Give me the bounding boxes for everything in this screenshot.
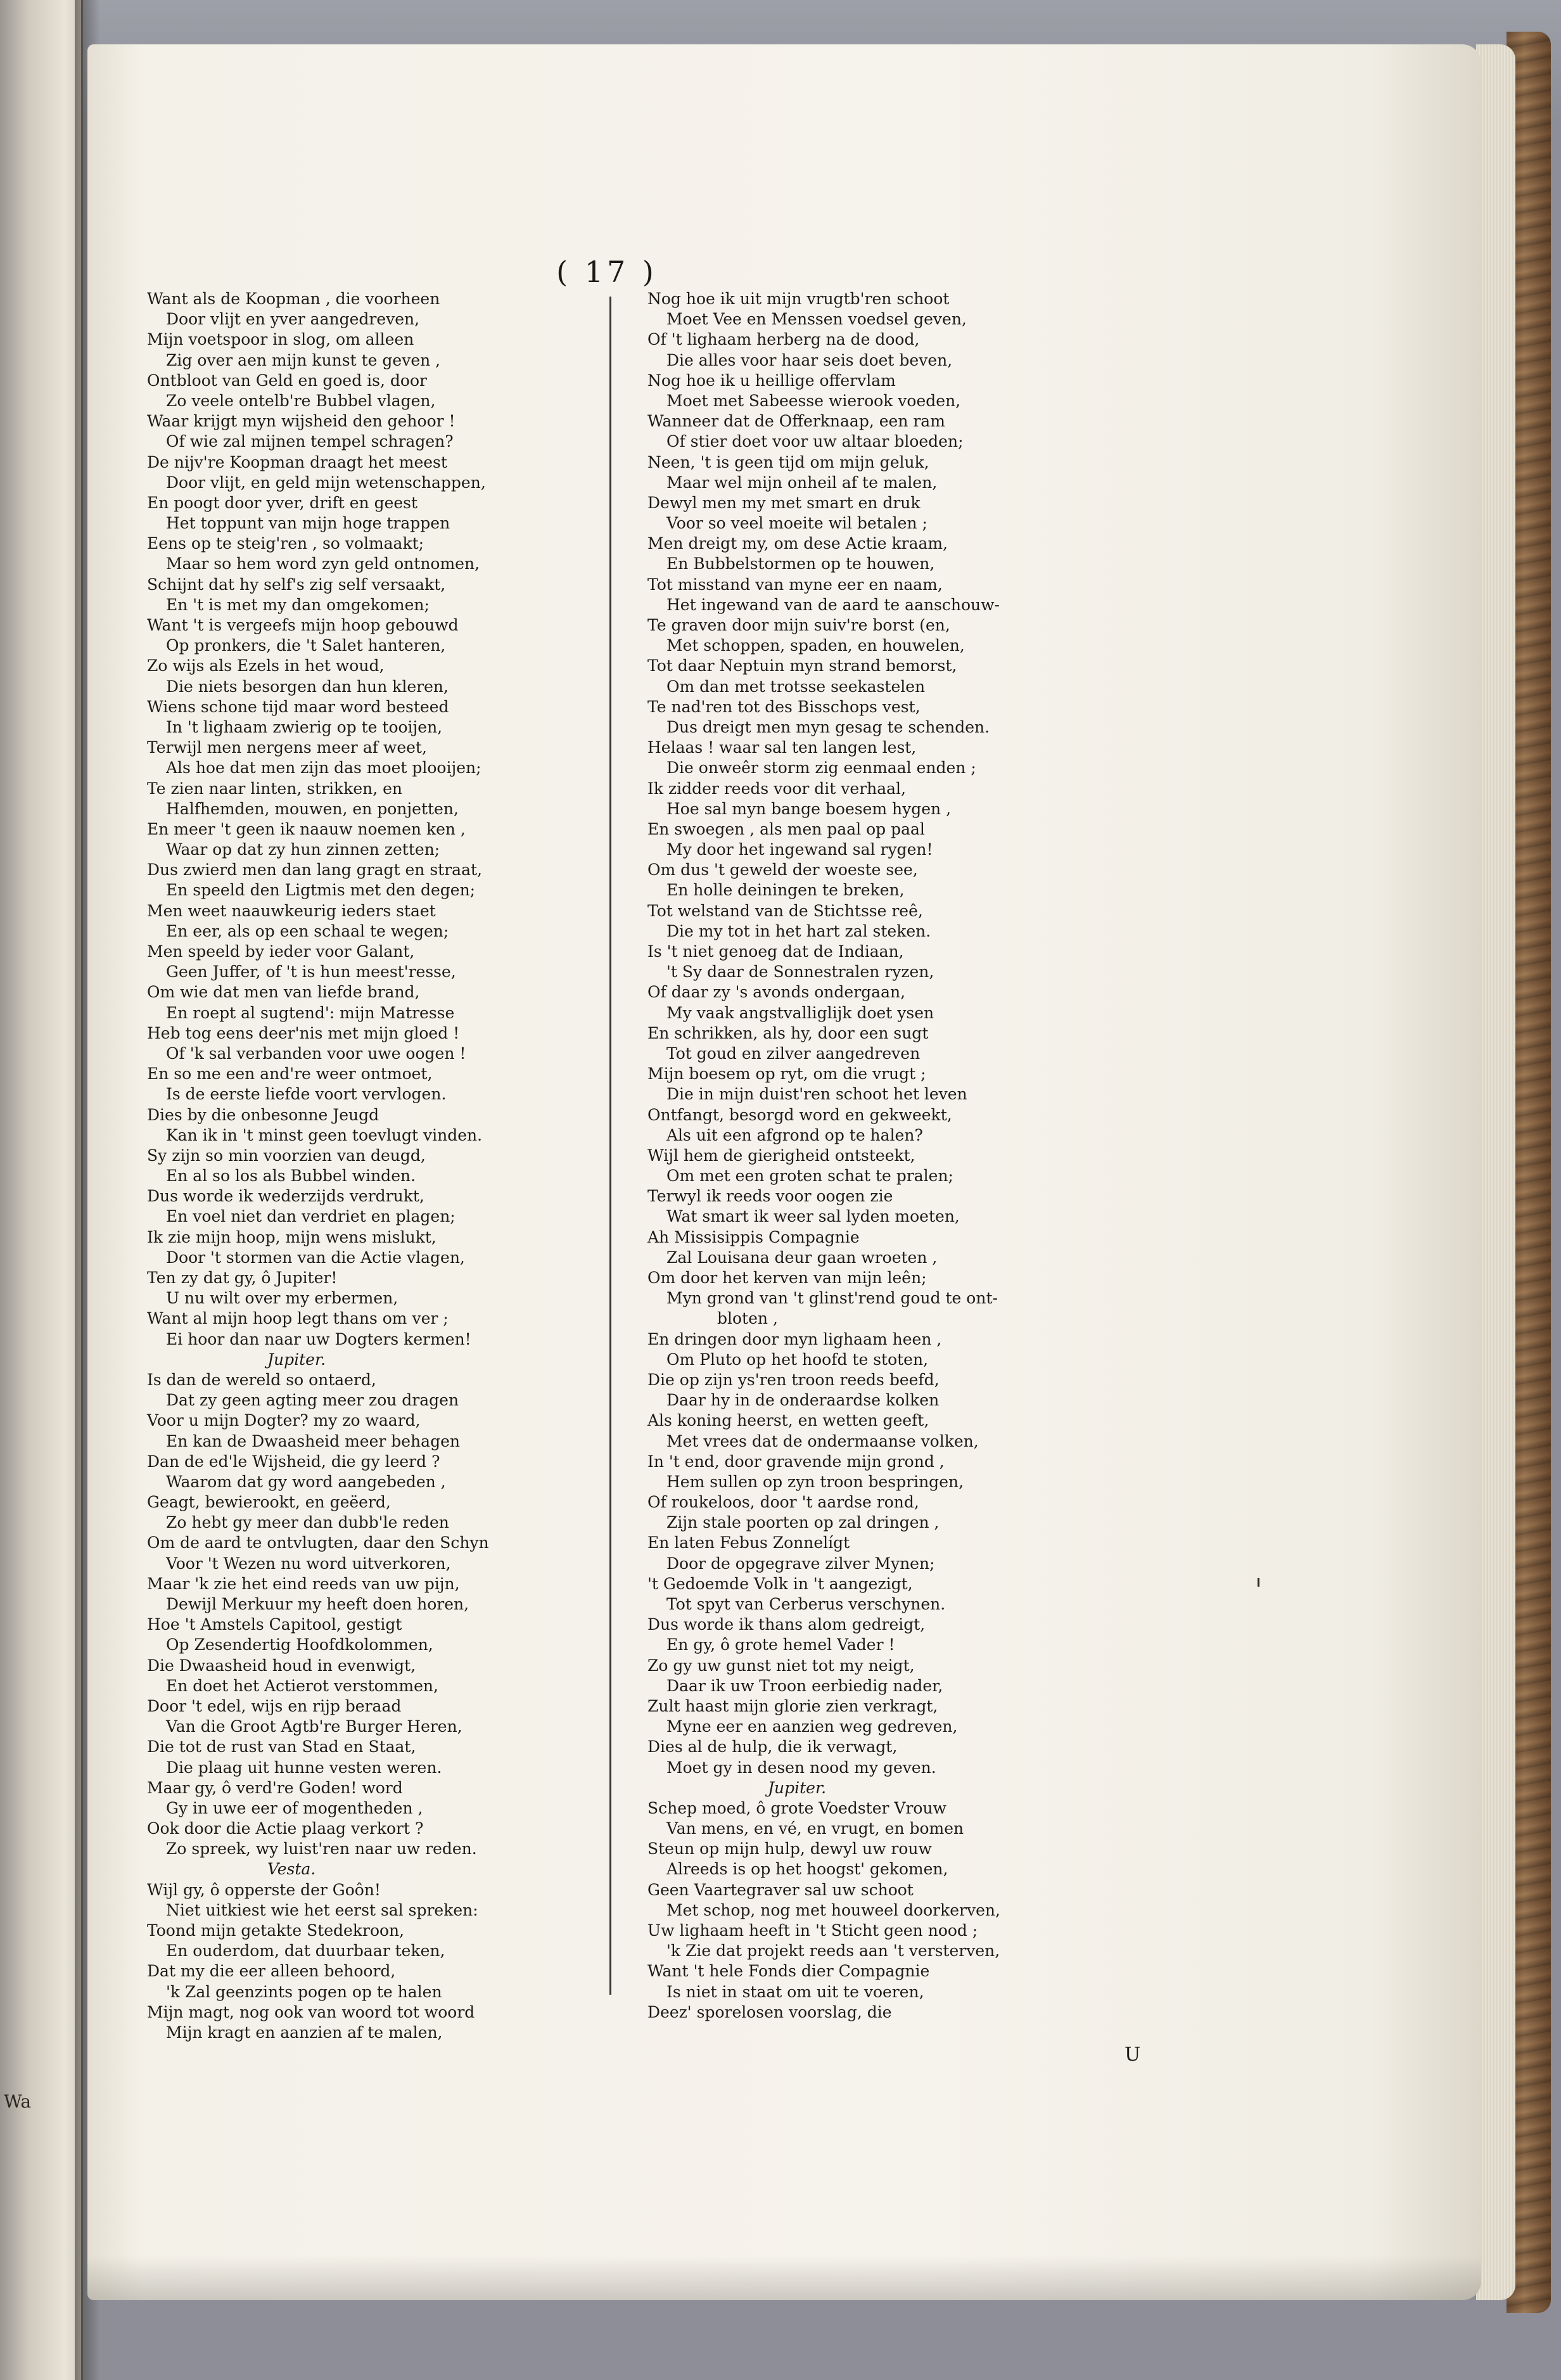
- verse-line: Toond mijn getakte Stedekroon,: [147, 1921, 405, 1940]
- verse-line: Want 't hele Fonds dier Compagnie: [647, 1962, 930, 1981]
- verse-line: Neen, 't is geen tijd om mijn geluk,: [647, 452, 929, 471]
- verse-line: bloten ,: [717, 1309, 778, 1328]
- verse-line: 't Sy daar de Sonnestralen ryzen,: [666, 963, 934, 982]
- verse-line: Hoe 't Amstels Capitool, gestigt: [147, 1615, 402, 1634]
- verse-line: Om met een groten schat te pralen;: [666, 1167, 953, 1186]
- verse-line: Zijn stale poorten op zal dringen ,: [666, 1513, 940, 1532]
- verse-line: Of 'k sal verbanden voor uwe oogen !: [166, 1044, 466, 1063]
- verse-line: Voor so veel moeite wil betalen ;: [666, 514, 927, 533]
- speaker-name: Jupiter.: [267, 1350, 326, 1369]
- verse-line: In 't end, door gravende mijn grond ,: [647, 1452, 945, 1471]
- verse-line: De nijv're Koopman draagt het meest: [147, 452, 447, 471]
- verse-line: Zo hebt gy meer dan dubb'le reden: [166, 1513, 449, 1532]
- verse-line: Daar ik uw Troon eerbiedig nader,: [666, 1676, 943, 1695]
- verse-line: Moet met Sabeesse wierook voeden,: [666, 391, 961, 410]
- verse-line: Mijn boesem op ryt, om die vrugt ;: [647, 1065, 926, 1084]
- verse-line: Nog hoe ik uit mijn vrugtb'ren schoot: [647, 290, 950, 308]
- verse-line: En Bubbelstormen op te houwen,: [666, 554, 935, 573]
- facing-page-fragment: Wa: [4, 2091, 32, 2112]
- verse-line: Is dan de wereld so ontaerd,: [147, 1370, 376, 1389]
- verse-line: En laten Febus Zonnelígt: [647, 1533, 850, 1552]
- verse-line: Want 't is vergeefs mijn hoop gebouwd: [147, 616, 459, 634]
- verse-line: Dewyl men my met smart en druk: [647, 493, 921, 512]
- verse-line: Want al mijn hoop legt thans om ver ;: [147, 1309, 449, 1328]
- verse-line: Om wie dat men van liefde brand,: [147, 983, 420, 1002]
- verse-line: Om dan met trotsse seekastelen: [666, 677, 926, 696]
- verse-line: Halfhemden, mouwen, en ponjetten,: [166, 799, 459, 818]
- verse-line: Ontfangt, besorgd word en gekweekt,: [647, 1105, 952, 1124]
- verse-line: Door vlijt, en geld mijn wetenschappen,: [166, 473, 486, 492]
- verse-line: Door de opgegrave zilver Mynen;: [666, 1554, 935, 1573]
- verse-line: Van mens, en vé, en vrugt, en bomen: [666, 1819, 964, 1838]
- verse-line: Het ingewand van de aard te aanschouw-: [666, 595, 1000, 614]
- verse-line: Ook door die Actie plaag verkort ?: [147, 1819, 424, 1838]
- verse-line: Te zien naar linten, strikken, en: [147, 779, 403, 798]
- verse-line: Sy zijn so min voorzien van deugd,: [147, 1146, 426, 1165]
- verse-line: Nog hoe ik u heillige offervlam: [647, 371, 896, 390]
- verse-line: Dat zy geen agting meer zou dragen: [166, 1391, 459, 1410]
- verse-line: Om Pluto op het hoofd te stoten,: [666, 1350, 929, 1369]
- verse-line: En voel niet dan verdriet en plagen;: [166, 1207, 456, 1226]
- verse-line: Die Dwaasheid houd in evenwigt,: [147, 1656, 416, 1675]
- verse-line: Men speeld by ieder voor Galant,: [147, 942, 415, 961]
- speaker-name: Jupiter.: [768, 1778, 827, 1797]
- verse-line: Ik zie mijn hoop, mijn wens mislukt,: [147, 1227, 436, 1246]
- verse-line: Tot misstand van myne eer en naam,: [647, 575, 943, 594]
- verse-line: Die plaag uit hunne vesten weren.: [166, 1758, 442, 1777]
- verse-line: Als hoe dat men zijn das moet plooijen;: [166, 758, 481, 777]
- verse-line: Moet gy in desen nood my geven.: [666, 1758, 936, 1777]
- verse-line: En kan de Dwaasheid meer behagen: [166, 1431, 460, 1450]
- verse-line: Is 't niet genoeg dat de Indiaan,: [647, 942, 904, 961]
- verse-line: En roept al sugtend': mijn Matresse: [166, 1003, 455, 1022]
- verse-line: Of stier doet voor uw altaar bloeden;: [666, 432, 964, 451]
- verse-line: My door het ingewand sal rygen!: [666, 840, 933, 859]
- verse-line: 'k Zal geenzints pogen op te halen: [166, 1982, 442, 2001]
- verse-line: Hem sullen op zyn troon bespringen,: [666, 1472, 964, 1491]
- verse-line: En poogt door yver, drift en geest: [147, 493, 418, 512]
- verse-line: Tot goud en zilver aangedreven: [666, 1044, 921, 1063]
- verse-line: Niet uitkiest wie het eerst sal spreken:: [166, 1900, 478, 1919]
- verse-line: 't Gedoemde Volk in 't aangezigt,: [647, 1574, 913, 1593]
- right-verse-column: [647, 289, 1338, 2023]
- verse-line: Gy in uwe eer of mogentheden ,: [166, 1798, 423, 1817]
- verse-line: Zult haast mijn glorie zien verkragt,: [647, 1696, 938, 1715]
- verse-line: Terwijl men nergens meer af weet,: [147, 738, 427, 757]
- verse-line: Met schoppen, spaden, en houwelen,: [666, 636, 965, 655]
- verse-line: Dus dreigt men myn gesag te schenden.: [666, 717, 990, 736]
- verse-line: Waar krijgt myn wijsheid den gehoor !: [147, 412, 456, 431]
- verse-line: Om de aard te ontvlugten, daar den Schyn: [147, 1533, 489, 1552]
- page-fore-edge: [1476, 44, 1515, 2300]
- verse-line: Want als de Koopman , die voorheen: [147, 290, 440, 308]
- verse-line: Terwyl ik reeds voor oogen zie: [647, 1187, 893, 1206]
- verse-line: Waarom dat gy word aangebeden ,: [166, 1472, 446, 1491]
- verse-line: My vaak angstvalliglijk doet ysen: [666, 1003, 934, 1022]
- verse-line: Of daar zy 's avonds ondergaan,: [647, 983, 906, 1002]
- verse-line: Ei hoor dan naar uw Dogters kermen!: [166, 1329, 471, 1348]
- verse-line: Uw lighaam heeft in 't Sticht geen nood ;: [647, 1921, 978, 1940]
- facing-page-edge: [0, 0, 83, 2380]
- verse-line: En eer, als op een schaal te wegen;: [166, 921, 449, 940]
- verse-line: Ik zidder reeds voor dit verhaal,: [647, 779, 906, 798]
- verse-line: Dies by die onbesonne Jeugd: [147, 1105, 379, 1124]
- verse-line: Kan ik in 't minst geen toevlugt vinden.: [166, 1125, 483, 1144]
- verse-line: Die onweêr storm zig eenmaal enden ;: [666, 758, 976, 777]
- column-divider: [609, 297, 611, 1995]
- verse-line: Zig over aen mijn kunst te geven ,: [166, 350, 441, 369]
- verse-line: Mijn voetspoor in slog, om alleen: [147, 330, 414, 349]
- verse-line: Daar hy in de onderaardse kolken: [666, 1391, 940, 1410]
- verse-line: Wijl hem de gierigheid ontsteekt,: [647, 1146, 915, 1165]
- verse-line: En so me een and're weer ontmoet,: [147, 1065, 433, 1084]
- verse-line: Maar gy, ô verd're Goden! word: [147, 1778, 403, 1797]
- verse-line: Dus worde ik wederzijds verdrukt,: [147, 1187, 424, 1206]
- speaker-name: Vesta.: [267, 1860, 316, 1879]
- verse-line: Is de eerste liefde voort vervlogen.: [166, 1085, 447, 1104]
- verse-line: Ten zy dat gy, ô Jupiter!: [147, 1269, 338, 1287]
- verse-line: En schrikken, als hy, door een sugt: [647, 1023, 929, 1042]
- verse-line: Die niets besorgen dan hun kleren,: [166, 677, 449, 696]
- verse-line: Men dreigt my, om dese Actie kraam,: [647, 534, 948, 553]
- verse-line: Helaas ! waar sal ten langen lest,: [647, 738, 917, 757]
- verse-line: En al so los als Bubbel winden.: [166, 1167, 416, 1186]
- verse-line: Met schop, nog met houweel doorkerven,: [666, 1900, 1000, 1919]
- verse-line: Of roukeloos, door 't aardse rond,: [647, 1493, 919, 1512]
- verse-line: Moet Vee en Menssen voedsel geven,: [666, 310, 967, 329]
- verse-line: Wiens schone tijd maar word besteed: [147, 697, 449, 716]
- verse-line: Deez' sporelosen voorslag, die: [647, 2002, 892, 2021]
- verse-line: Maar so hem word zyn geld ontnomen,: [166, 554, 480, 573]
- verse-line: En 't is met my dan omgekomen;: [166, 595, 430, 614]
- page-number: ( 17 ): [556, 255, 658, 289]
- verse-line: Mijn kragt en aanzien af te malen,: [166, 2023, 443, 2042]
- verse-line: En dringen door myn lighaam heen ,: [647, 1329, 942, 1348]
- verse-line: Alreeds is op het hoogst' gekomen,: [666, 1860, 948, 1879]
- verse-line: Dan de ed'le Wijsheid, die gy leerd ?: [147, 1452, 440, 1471]
- verse-line: Op Zesendertig Hoofdkolommen,: [166, 1635, 433, 1654]
- verse-line: Door 't stormen van die Actie vlagen,: [166, 1248, 465, 1267]
- verse-line: 'k Zie dat projekt reeds aan 't versterven,: [666, 1942, 1000, 1961]
- verse-line: Ontbloot van Geld en goed is, door: [147, 371, 427, 390]
- verse-line: In 't lighaam zwierig op te tooijen,: [166, 717, 443, 736]
- left-verse-column: [147, 289, 603, 2043]
- verse-line: Het toppunt van mijn hoge trappen: [166, 514, 450, 533]
- verse-line: Om dus 't geweld der woeste see,: [647, 861, 918, 880]
- verse-line: Tot spyt van Cerberus verschynen.: [666, 1595, 946, 1613]
- verse-line: Mijn magt, nog ook van woord tot woord: [147, 2002, 475, 2021]
- verse-line: Hoe sal myn bange boesem hygen ,: [666, 799, 952, 818]
- verse-line: Dewijl Merkuur my heeft doen horen,: [166, 1595, 469, 1613]
- verse-line: Of 't lighaam herberg na de dood,: [647, 330, 920, 349]
- verse-line: En gy, ô grote hemel Vader !: [666, 1635, 895, 1654]
- verse-line: Geagt, bewierookt, en geëerd,: [147, 1493, 391, 1512]
- page-bottom-shade: [87, 2256, 1481, 2300]
- verse-line: Is niet in staat om uit te voeren,: [666, 1982, 924, 2001]
- verse-line: En speeld den Ligtmis met den degen;: [166, 881, 476, 900]
- verse-line: Zo veele ontelb're Bubbel vlagen,: [166, 391, 436, 410]
- verse-line: Tot daar Neptuin myn strand bemorst,: [647, 656, 957, 675]
- verse-line: Of wie zal mijnen tempel schragen?: [166, 432, 454, 451]
- verse-line: En doet het Actierot verstommen,: [166, 1676, 438, 1695]
- verse-line: En meer 't geen ik naauw noemen ken ,: [147, 819, 466, 838]
- verse-line: Te graven door mijn suiv're borst (en,: [647, 616, 950, 634]
- verse-line: Die in mijn duist'ren schoot het leven: [666, 1085, 967, 1104]
- verse-line: Geen Juffer, of 't is hun meest'resse,: [166, 963, 456, 982]
- verse-line: Dies al de hulp, die ik verwagt,: [647, 1737, 898, 1756]
- verse-line: Door 't edel, wijs en rijp beraad: [147, 1696, 402, 1715]
- verse-line: Die tot de rust van Stad en Staat,: [147, 1737, 416, 1756]
- verse-line: Op pronkers, die 't Salet hanteren,: [166, 636, 446, 655]
- verse-line: Myn grond van 't glinst'rend goud te ont-: [666, 1289, 998, 1308]
- verse-line: Myne eer en aanzien weg gedreven,: [666, 1717, 958, 1736]
- verse-line: Voor 't Wezen nu word uitverkoren,: [166, 1554, 451, 1573]
- verse-line: Wat smart ik weer sal lyden moeten,: [666, 1207, 960, 1226]
- verse-line: Zo gy uw gunst niet tot my neigt,: [647, 1656, 915, 1675]
- verse-line: U nu wilt over my erbermen,: [166, 1289, 398, 1308]
- verse-line: Om door het kerven van mijn leên;: [647, 1269, 927, 1287]
- verse-line: Als uit een afgrond op te halen?: [666, 1125, 923, 1144]
- verse-line: Zal Louisana deur gaan wroeten ,: [666, 1248, 938, 1267]
- verse-line: Van die Groot Agtb're Burger Heren,: [166, 1717, 462, 1736]
- ink-mark: [1258, 1578, 1259, 1587]
- verse-line: Wanneer dat de Offerknaap, een ram: [647, 412, 945, 431]
- verse-line: Tot welstand van de Stichtsse reê,: [647, 901, 923, 920]
- verse-line: Schijnt dat hy self's zig self versaakt,: [147, 575, 446, 594]
- verse-line: Voor u mijn Dogter? my zo waard,: [147, 1411, 421, 1430]
- verse-line: Steun op mijn hulp, dewyl uw rouw: [647, 1839, 932, 1859]
- verse-line: En swoegen , als men paal op paal: [647, 819, 925, 838]
- verse-line: Als koning heerst, en wetten geeft,: [647, 1411, 929, 1430]
- verse-line: Geen Vaartegraver sal uw schoot: [647, 1880, 914, 1899]
- verse-line: Maar 'k zie het eind reeds van uw pijn,: [147, 1574, 460, 1593]
- verse-line: Eens op te steig'ren , so volmaakt;: [147, 534, 424, 553]
- verse-line: Dus zwierd men dan lang gragt en straat,: [147, 861, 482, 880]
- verse-line: En ouderdom, dat duurbaar teken,: [166, 1942, 445, 1961]
- verse-line: Schep moed, ô grote Voedster Vrouw: [647, 1798, 946, 1817]
- verse-line: Wijl gy, ô opperste der Goôn!: [147, 1880, 381, 1899]
- verse-line: Men weet naauwkeurig ieders staet: [147, 901, 436, 920]
- verse-line: Dat my die eer alleen behoord,: [147, 1962, 396, 1981]
- verse-line: Ah Missisippis Compagnie: [647, 1227, 860, 1246]
- verse-line: Te nad'ren tot des Bisschops vest,: [647, 697, 921, 716]
- verse-line: Door vlijt en yver aangedreven,: [166, 310, 420, 329]
- verse-line: En holle deiningen te breken,: [666, 881, 905, 900]
- verse-line: Zo wijs als Ezels in het woud,: [147, 656, 385, 675]
- verse-line: Waar op dat zy hun zinnen zetten;: [166, 840, 440, 859]
- verse-line: Die alles voor haar seis doet beven,: [666, 350, 953, 369]
- verse-line: Met vrees dat de ondermaanse volken,: [666, 1431, 979, 1450]
- verse-line: Maar wel mijn onheil af te malen,: [666, 473, 938, 492]
- verse-line: Dus worde ik thans alom gedreigt,: [647, 1615, 926, 1634]
- verse-line: Heb tog eens deer'nis met mijn gloed !: [147, 1023, 460, 1042]
- verse-line: Die op zijn ys'ren troon reeds beefd,: [647, 1370, 940, 1389]
- verse-line: Zo spreek, wy luist'ren naar uw reden.: [166, 1839, 477, 1859]
- verse-line: Die my tot in het hart zal steken.: [666, 921, 931, 940]
- catchword: U: [1125, 2044, 1141, 2066]
